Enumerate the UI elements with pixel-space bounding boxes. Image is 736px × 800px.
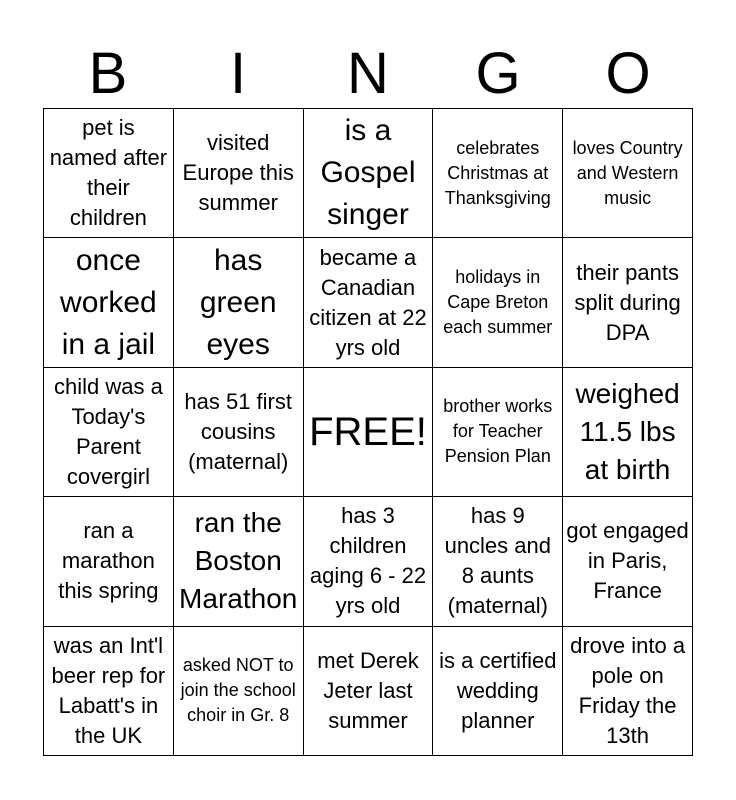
bingo-cell-b-2[interactable] [44,238,174,367]
bingo-grid [43,108,693,756]
header-letter-b: B [88,41,128,106]
bingo-cell-text: child was a Today's Parent covergirl [53,373,163,489]
bingo-cell-text: drove into a pole on Friday the 13th [570,632,686,748]
bingo-cell-text: has 3 children aging 6 - 22 yrs old [309,503,427,619]
bingo-cell-o-3[interactable] [563,368,693,497]
bingo-cell-n-1[interactable] [304,109,434,238]
bingo-cell-b-4[interactable] [44,497,174,626]
header-letter-o: O [605,41,651,106]
bingo-cell-g-2[interactable] [433,238,563,367]
bingo-cell-text: loves Country and Western music [572,137,683,208]
bingo-cell-text: asked NOT to join the school choir in Gr. 8 [180,655,296,726]
bingo-cell-text: was an Int'l beer rep for Labatt's in the UK [51,632,166,748]
bingo-header [43,40,693,108]
bingo-cell-g-1[interactable] [433,109,563,238]
header-letter-n: N [347,41,389,106]
bingo-cell-o-2[interactable] [563,238,693,367]
bingo-cell-b-1[interactable] [44,109,174,238]
bingo-cell-i-3[interactable] [174,368,304,497]
bingo-cell-o-4[interactable] [563,497,693,626]
bingo-cell-text: is a certified wedding planner [439,647,557,733]
bingo-cell-text: met Derek Jeter last summer [317,647,419,733]
bingo-cell-b-3[interactable] [44,368,174,497]
bingo-cell-text: their pants split during DPA [574,259,681,345]
bingo-cell-text: has green eyes [199,243,277,361]
bingo-cell-text: visited Europe this summer [182,130,294,216]
bingo-cell-text: ran the Boston Marathon [179,507,298,615]
bingo-cell-text: FREE! [309,409,427,454]
bingo-cell-text: has 9 uncles and 8 aunts (maternal) [444,503,551,619]
bingo-cell-n-2[interactable] [304,238,434,367]
bingo-cell-g-4[interactable] [433,497,563,626]
bingo-cell-g-3[interactable] [433,368,563,497]
bingo-cell-text: brother works for Teacher Pension Plan [443,396,553,467]
bingo-cell-text: is a Gospel singer [320,114,416,232]
bingo-cell-text: has 51 first cousins (maternal) [184,388,292,474]
bingo-cell-i-2[interactable] [174,238,304,367]
bingo-cell-text: celebrates Christmas at Thanksgiving [444,137,551,208]
bingo-cell-text: pet is named after their children [49,115,168,231]
bingo-cell-n-3[interactable] [304,368,434,497]
bingo-cell-g-5[interactable] [433,627,563,756]
bingo-cell-o-1[interactable] [563,109,693,238]
bingo-cell-text: ran a marathon this spring [58,518,159,604]
bingo-cell-i-1[interactable] [174,109,304,238]
bingo-cell-text: became a Canadian citizen at 22 yrs old [309,244,427,360]
bingo-cell-text: holidays in Cape Breton each summer [443,267,553,338]
bingo-cell-b-5[interactable] [44,627,174,756]
header-letter-i: I [229,41,247,106]
bingo-cell-text: weighed 11.5 lbs at birth [575,377,680,485]
bingo-cell-n-4[interactable] [304,497,434,626]
bingo-cell-i-5[interactable] [174,627,304,756]
bingo-cell-text: once worked in a jail [60,243,157,361]
header-letter-g: G [475,41,521,106]
bingo-cell-n-5[interactable] [304,627,434,756]
bingo-cell-text: got engaged in Paris, France [566,518,689,604]
bingo-cell-i-4[interactable] [174,497,304,626]
bingo-cell-o-5[interactable] [563,627,693,756]
